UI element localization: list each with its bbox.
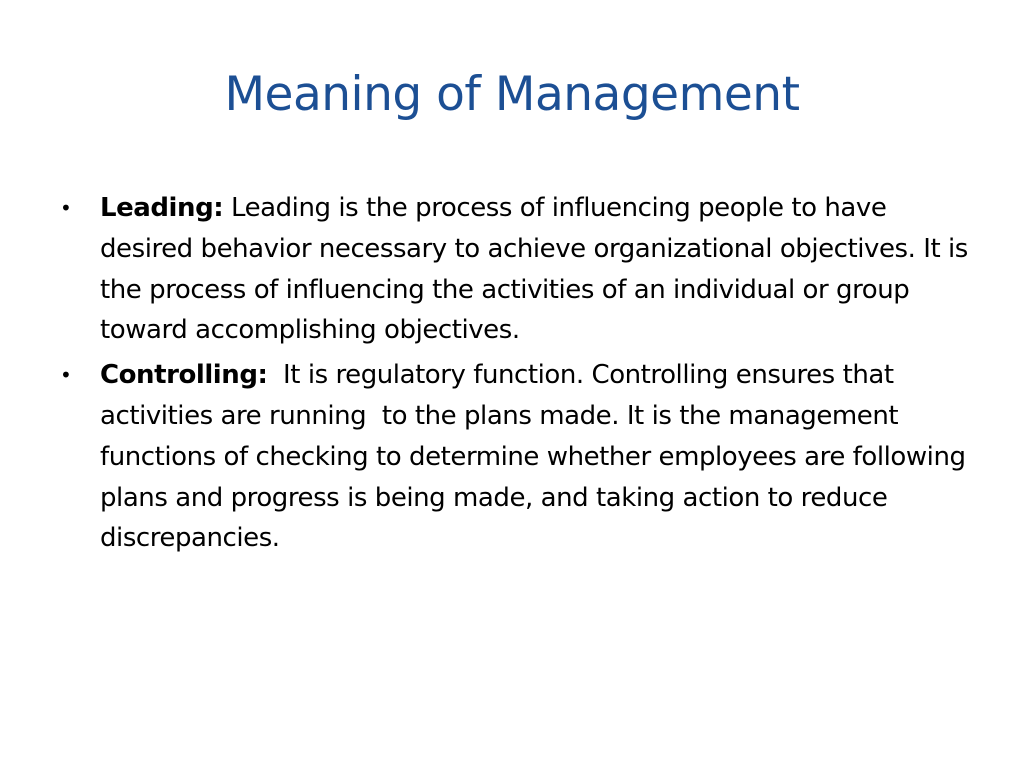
bullet-marker: •	[60, 196, 72, 220]
bullet-item-controlling	[56, 355, 976, 559]
bullet-term: Leading:	[100, 193, 224, 223]
slide-title: Meaning of Management	[224, 67, 800, 122]
bullet-marker: •	[60, 363, 72, 388]
bullet-term: Controlling:	[100, 360, 268, 391]
bullet-item-leading	[56, 188, 976, 351]
bullet-list	[56, 188, 976, 563]
bullet-text: Leading is the process of influencing people to have desired behavior necessary to achieve organizational objectives. It is the process of influencing the activities of an individual or group toward accomplishing objectives.	[100, 193, 976, 346]
bullet-text: It is regulatory function. Controlling ensures that activities are running to the plans made. It is the management functions of checking to determine whether employees are following plans and progress is being made, and taking action to reduce discrepancies.	[100, 360, 974, 554]
